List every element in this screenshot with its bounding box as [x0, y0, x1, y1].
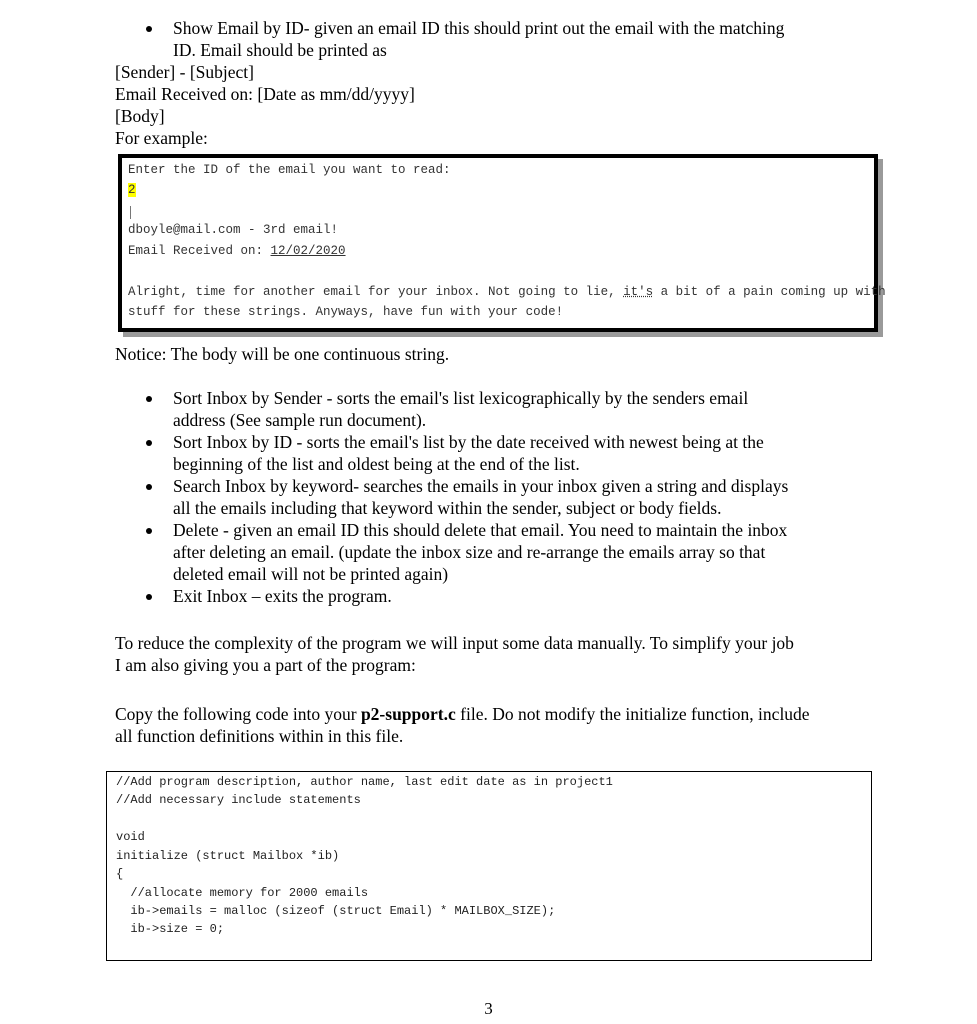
console-received-label: Email Received on: — [128, 244, 271, 258]
bullet-dot — [146, 528, 152, 534]
bullet-sort-sender-l2: address (See sample run document). — [173, 410, 427, 430]
console-prompt: Enter the ID of the email you want to read: — [128, 163, 451, 177]
code-line: void — [116, 830, 145, 844]
copy-filename: p2-support.c — [360, 704, 456, 724]
code-block — [106, 771, 872, 961]
page-number: 3 — [484, 999, 493, 1018]
console-body-c: a bit of a pain coming up with — [653, 285, 886, 299]
bullet-dot — [146, 396, 152, 402]
code-line: //Add necessary include statements — [116, 793, 361, 807]
bullet-search-l2: all the emails including that keyword within the sender, subject or body fields. — [173, 498, 722, 518]
bullet-exit: Exit Inbox – exits the program. — [173, 586, 392, 606]
console-received-date: 12/02/2020 — [270, 244, 346, 258]
bullet-dot — [146, 440, 152, 446]
code-line: ib->size = 0; — [116, 922, 225, 936]
bullet-sort-sender-l1: Sort Inbox by Sender - sorts the email's list lexicographically by the senders email — [173, 388, 749, 408]
bullet-dot — [146, 484, 152, 490]
bullet-delete-l2: after deleting an email. (update the inbox size and re-arrange the emails array so that — [173, 542, 766, 562]
bullet-search-l1: Search Inbox by keyword- searches the emails in your inbox given a string and displays — [173, 476, 789, 496]
code-line: //Add program description, author name, last edit date as in project1 — [116, 775, 613, 789]
show-email-line2: ID. Email should be printed as — [173, 40, 387, 60]
format-sender-subject: [Sender] - [Subject] — [115, 62, 254, 82]
text-cursor — [130, 206, 131, 219]
bullet-delete-l1: Delete - given an email ID this should delete that email. You need to maintain the inbox — [173, 520, 788, 540]
console-body-a: Alright, time for another email for your inbox. Not going to lie, — [128, 285, 624, 299]
bullet-sort-id-l2: beginning of the list and oldest being at the end of the list. — [173, 454, 580, 474]
console-sender-line: dboyle@mail.com - 3rd email! — [128, 223, 339, 237]
bullet-sort-id-l1: Sort Inbox by ID - sorts the email's list by the date received with newest being at the — [173, 432, 764, 452]
bullet-delete-l3: deleted email will not be printed again) — [173, 564, 449, 584]
format-received: Email Received on: [Date as mm/dd/yyyy] — [115, 84, 415, 104]
console-example — [118, 154, 886, 332]
bullet-dot — [146, 26, 152, 32]
console-body-line2: stuff for these strings. Anyways, have fun with your code! — [128, 305, 564, 319]
copy-line2: all function definitions within in this file. — [115, 726, 404, 746]
code-line: ib->emails = malloc (sizeof (struct Email) * MAILBOX_SIZE); — [116, 904, 556, 918]
format-body: [Body] — [115, 106, 165, 126]
reduce-line2: I am also giving you a part of the program: — [115, 655, 416, 675]
console-input: 2 — [128, 183, 136, 197]
notice-text: Notice: The body will be one continuous string. — [115, 344, 450, 364]
show-email-line1: Show Email by ID- given an email ID this should print out the email with the matching — [173, 18, 785, 38]
copy-before: Copy the following code into your — [115, 704, 361, 724]
code-line: initialize (struct Mailbox *ib) — [116, 849, 340, 863]
bullet-dot — [146, 594, 152, 600]
copy-after: file. Do not modify the initialize function, include — [455, 704, 810, 724]
console-body-b: it's — [623, 285, 654, 299]
code-line: //allocate memory for 2000 emails — [116, 886, 369, 900]
reduce-line1: To reduce the complexity of the program we will input some data manually. To simplify your job — [115, 633, 794, 653]
for-example-label: For example: — [115, 128, 208, 148]
code-line: { — [116, 867, 124, 881]
